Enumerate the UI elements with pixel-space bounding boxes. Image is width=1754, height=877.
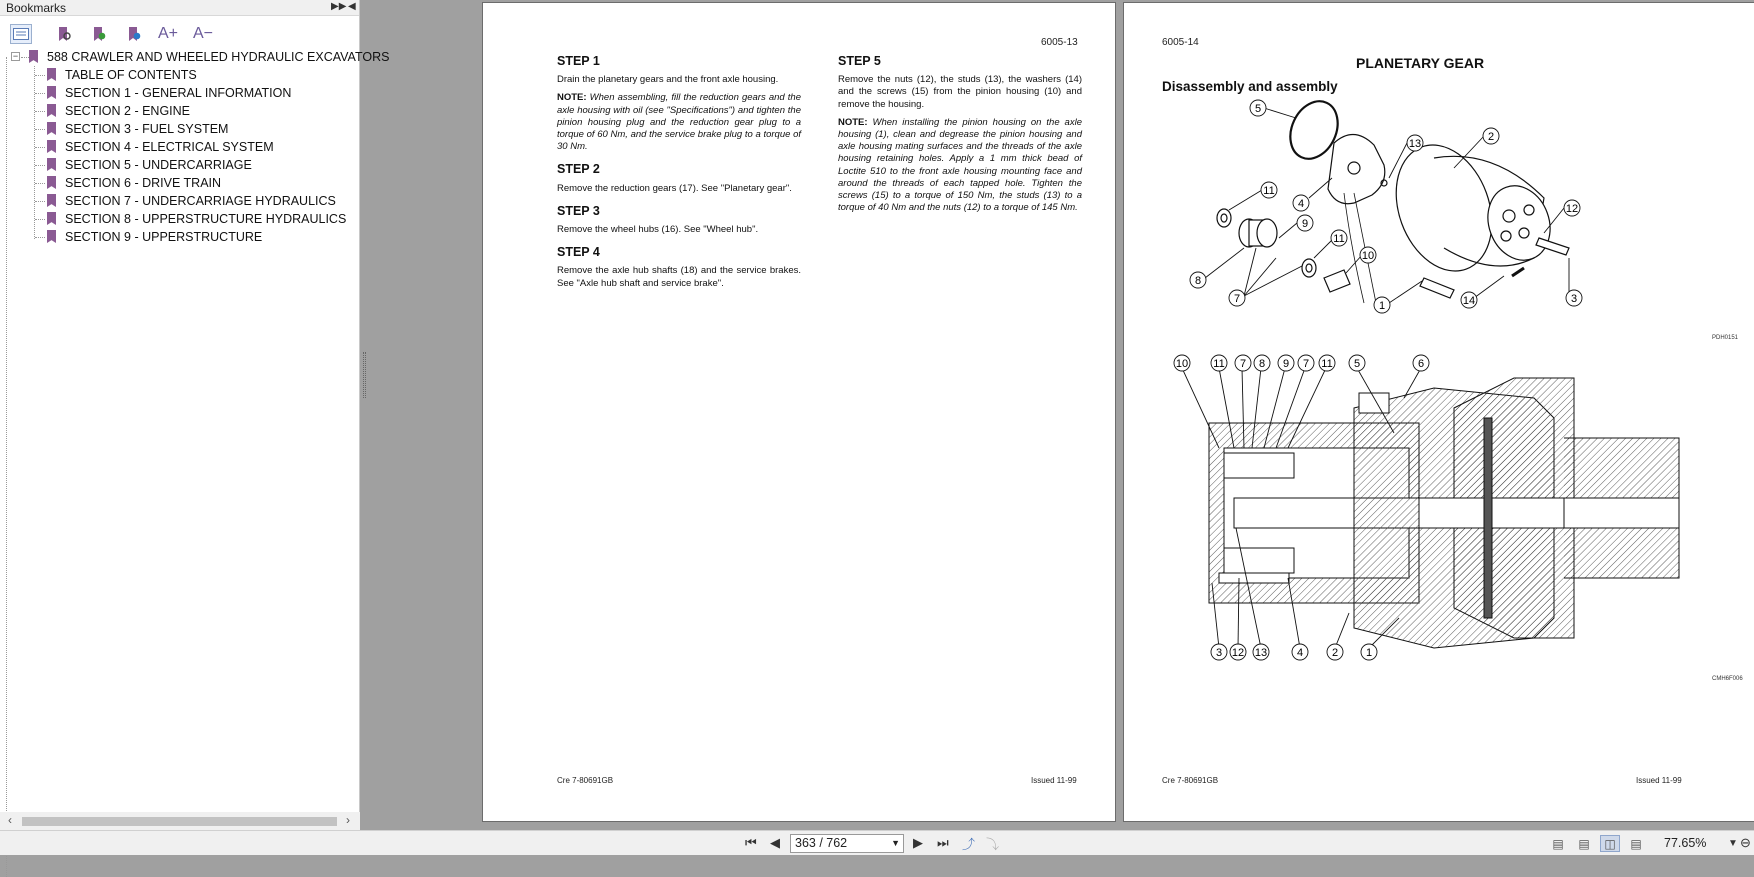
svg-text:8: 8 xyxy=(1258,358,1266,370)
figure-callout xyxy=(1298,355,1314,371)
figure-callout xyxy=(1230,644,1246,660)
bookmark-item[interactable] xyxy=(0,84,360,102)
bookmark-label: SECTION 1 - GENERAL INFORMATION xyxy=(65,86,292,100)
document-page-right xyxy=(1123,2,1754,822)
font-increase-icon[interactable]: A+ xyxy=(157,25,178,42)
collapse-icon[interactable]: − xyxy=(12,51,19,61)
bookmark-label: SECTION 6 - DRIVE TRAIN xyxy=(65,176,222,190)
figure-callout xyxy=(1407,135,1423,151)
bookmark-icon xyxy=(47,68,56,81)
bookmark-icon xyxy=(47,212,56,225)
bookmark-label: SECTION 7 - UNDERCARRIAGE HYDRAULICS xyxy=(65,194,336,208)
bookmark-icon xyxy=(29,50,38,63)
step-heading: STEP 3 xyxy=(557,203,600,218)
page-subtitle: Disassembly and assembly xyxy=(1162,79,1338,94)
figure-callout xyxy=(1292,644,1308,660)
page-footer-right: Issued 11-99 xyxy=(1636,776,1682,785)
bookmark-add-icon[interactable] xyxy=(88,24,110,44)
page-number-field[interactable]: 363 / 762 ▼ xyxy=(790,834,904,853)
bookmarks-title: Bookmarks xyxy=(6,1,67,15)
figure-code: CMH6F006 xyxy=(1712,676,1743,682)
step-note: NOTE: When assembling, fill the reduction gears and the axle housing with oil (see "Specifications") and tighten the pinion housing plug and the reduction gear plug to a torque of 60 Nm, and the service brake plug to a torque of 30 Nm. xyxy=(557,92,801,153)
figure-callout xyxy=(1331,230,1347,246)
figure-callout xyxy=(1297,215,1313,231)
zoom-out-icon[interactable]: ⊖ xyxy=(1740,835,1751,850)
continuous-page-icon[interactable]: ▤ xyxy=(1578,836,1590,851)
svg-text:2: 2 xyxy=(1331,647,1339,659)
svg-text:7: 7 xyxy=(1239,358,1247,370)
step-text: Remove the reduction gears (17). See "Planetary gear". xyxy=(557,182,792,194)
bookmark-label: SECTION 9 - UPPERSTRUCTURE xyxy=(65,230,263,244)
cross-section-figure xyxy=(1164,348,1754,678)
bookmark-item[interactable] xyxy=(0,210,360,228)
page-footer-left: Cre 7-80691GB xyxy=(1162,776,1219,785)
svg-text:3: 3 xyxy=(1570,293,1578,305)
figure-code: PDH0151 xyxy=(1712,335,1739,341)
splitter-grip[interactable] xyxy=(363,352,366,398)
svg-text:11: 11 xyxy=(1213,358,1225,370)
bookmark-item[interactable] xyxy=(0,138,360,156)
svg-text:7: 7 xyxy=(1233,293,1241,305)
page-footer-right: Issued 11-99 xyxy=(1031,776,1077,785)
step-text: Remove the nuts (12), the studs (13), the washers (14) and the screws (15) from the pinion housing (10) and remove the housing. xyxy=(838,74,1082,110)
figure-callout xyxy=(1211,355,1227,371)
two-page-icon[interactable]: ◫ xyxy=(1600,835,1620,852)
scroll-left-icon[interactable]: ‹ xyxy=(8,813,12,827)
figure-callout xyxy=(1349,355,1365,371)
figure-callout xyxy=(1235,355,1251,371)
step-text: Drain the planetary gears and the front axle housing. xyxy=(557,74,779,86)
svg-text:13: 13 xyxy=(1254,647,1268,659)
figure-callout xyxy=(1253,644,1269,660)
bookmark-find-icon[interactable] xyxy=(53,24,75,44)
step-heading: STEP 2 xyxy=(557,162,600,177)
bookmark-icon xyxy=(47,194,56,207)
bookmark-root[interactable] xyxy=(0,48,390,66)
svg-text:4: 4 xyxy=(1296,647,1304,659)
next-view-icon[interactable]: ⤵ xyxy=(986,836,1000,852)
bookmark-icon xyxy=(47,140,56,153)
svg-text:12: 12 xyxy=(1231,647,1245,659)
bookmark-item[interactable] xyxy=(0,228,360,246)
page-footer-left: Cre 7-80691GB xyxy=(557,776,614,785)
bookmark-icon xyxy=(47,86,56,99)
bookmark-tree xyxy=(0,48,390,246)
bookmark-icon xyxy=(47,122,56,135)
bookmark-item[interactable] xyxy=(0,120,360,138)
font-decrease-icon[interactable]: A− xyxy=(192,25,213,42)
text-column-right xyxy=(838,55,1082,224)
expand-panel-icon[interactable]: ▶▶ xyxy=(331,1,347,12)
svg-text:11: 11 xyxy=(1263,185,1275,197)
figure-callout xyxy=(1564,200,1580,216)
scroll-right-icon[interactable]: › xyxy=(346,813,350,827)
svg-text:5: 5 xyxy=(1353,358,1361,370)
next-page-icon[interactable]: ▶ xyxy=(913,835,923,850)
svg-text:3: 3 xyxy=(1215,647,1223,659)
figure-callout xyxy=(1413,355,1429,371)
figure-callout xyxy=(1319,355,1335,371)
navigation-bar xyxy=(0,830,1754,855)
svg-text:9: 9 xyxy=(1282,358,1290,370)
page-title: PLANETARY GEAR xyxy=(1356,55,1485,71)
scrollbar-thumb[interactable] xyxy=(22,817,337,826)
exploded-view-figure xyxy=(1184,98,1624,358)
figure-callout xyxy=(1261,182,1277,198)
step-text: Remove the axle hub shafts (18) and the service brakes. See "Axle hub shaft and service brake". xyxy=(557,265,801,289)
svg-text:11: 11 xyxy=(1333,233,1345,245)
svg-text:13: 13 xyxy=(1408,138,1422,150)
figure-callout xyxy=(1360,247,1376,263)
step-heading: STEP 4 xyxy=(557,245,600,260)
svg-text:1: 1 xyxy=(1365,647,1373,659)
chevron-down-icon[interactable]: ▼ xyxy=(891,838,900,848)
bookmark-item[interactable] xyxy=(0,66,360,84)
page-number: 6005-14 xyxy=(1162,37,1199,48)
figure-callout xyxy=(1327,644,1343,660)
bookmark-label: TABLE OF CONTENTS xyxy=(65,68,197,82)
single-page-icon[interactable]: ▤ xyxy=(1552,836,1564,851)
figure-callout xyxy=(1254,355,1270,371)
svg-text:10: 10 xyxy=(1175,358,1189,370)
figure-callout xyxy=(1293,195,1309,211)
step-heading: STEP 1 xyxy=(557,54,600,68)
bookmark-icon xyxy=(47,104,56,117)
horizontal-scrollbar[interactable] xyxy=(0,812,360,830)
svg-text:10: 10 xyxy=(1361,250,1375,262)
chevron-down-icon[interactable]: ▼ xyxy=(1728,837,1738,849)
svg-text:8: 8 xyxy=(1194,275,1202,287)
step-text: Remove the wheel hubs (16). See "Wheel hub". xyxy=(557,224,759,236)
figure-callout xyxy=(1250,100,1266,116)
svg-text:12: 12 xyxy=(1565,203,1579,215)
svg-text:5: 5 xyxy=(1254,103,1262,115)
previous-page-icon[interactable]: ◀ xyxy=(770,835,780,850)
bookmark-item[interactable] xyxy=(0,174,360,192)
bookmark-label: SECTION 4 - ELECTRICAL SYSTEM xyxy=(65,140,274,154)
svg-text:1: 1 xyxy=(1378,300,1386,312)
bookmark-icon xyxy=(47,230,56,243)
previous-view-icon[interactable]: ⤴ xyxy=(962,836,976,852)
bookmarks-toolbar xyxy=(0,16,359,50)
figure-callout xyxy=(1278,355,1294,371)
text-column-left xyxy=(557,55,801,296)
bookmark-icon xyxy=(47,176,56,189)
collapse-panel-icon[interactable]: ◀ xyxy=(348,1,356,12)
svg-text:4: 4 xyxy=(1297,198,1305,210)
figure-callout xyxy=(1190,272,1206,288)
first-page-icon[interactable]: ⏮ xyxy=(745,835,757,850)
two-page-continuous-icon[interactable]: ▤ xyxy=(1630,836,1642,851)
svg-text:9: 9 xyxy=(1301,218,1309,230)
bookmark-label: SECTION 5 - UNDERCARRIAGE xyxy=(65,158,252,172)
svg-text:14: 14 xyxy=(1462,295,1476,307)
bookmark-label: SECTION 8 - UPPERSTRUCTURE HYDRAULICS xyxy=(65,212,347,226)
bookmark-item[interactable] xyxy=(0,192,360,210)
bookmark-item[interactable] xyxy=(0,102,360,120)
bookmark-icon xyxy=(47,158,56,171)
svg-text:6: 6 xyxy=(1417,358,1425,370)
figure-callout xyxy=(1483,128,1499,144)
svg-text:2: 2 xyxy=(1487,131,1495,143)
zoom-level[interactable]: 77.65% xyxy=(1664,836,1707,850)
bookmark-item[interactable] xyxy=(0,156,360,174)
bookmark-label: SECTION 3 - FUEL SYSTEM xyxy=(65,122,229,136)
bookmark-goto-icon[interactable] xyxy=(123,24,145,44)
bookmarks-header xyxy=(0,0,359,16)
figure-callout xyxy=(1211,644,1227,660)
step-heading: STEP 5 xyxy=(838,54,881,68)
bookmark-label: SECTION 2 - ENGINE xyxy=(65,104,191,118)
figure-callout xyxy=(1174,355,1190,371)
last-page-icon[interactable]: ⏭ xyxy=(937,835,949,850)
figure-callout xyxy=(1374,297,1390,313)
svg-text:7: 7 xyxy=(1302,358,1310,370)
figure-callout xyxy=(1229,290,1245,306)
options-icon[interactable] xyxy=(10,24,32,44)
figure-callout xyxy=(1566,290,1582,306)
figure-callout xyxy=(1361,644,1377,660)
figure-callout xyxy=(1461,292,1477,308)
svg-text:11: 11 xyxy=(1321,358,1333,370)
page-number: 6005-13 xyxy=(1041,37,1078,48)
step-note: NOTE: When installing the pinion housing on the axle housing (1), clean and degrease the pinion housing and axle housing mating surfaces and the threads of the axle housing retaining holes. Apply a 1 mm thick bead of Loctite 510 to the front axle housing mounting face and around the threads of each tapped hole. Tighten the screws (15) to a torque of 150 Nm, the studs (13) to a torque of 40 Nm and the nuts (12) to a torque of 145 Nm. xyxy=(838,116,1082,214)
bookmarks-panel xyxy=(0,0,390,830)
bookmark-label: 588 CRAWLER AND WHEELED HYDRAULIC EXCAVATORS xyxy=(47,50,390,64)
document-page-left xyxy=(482,2,1116,822)
